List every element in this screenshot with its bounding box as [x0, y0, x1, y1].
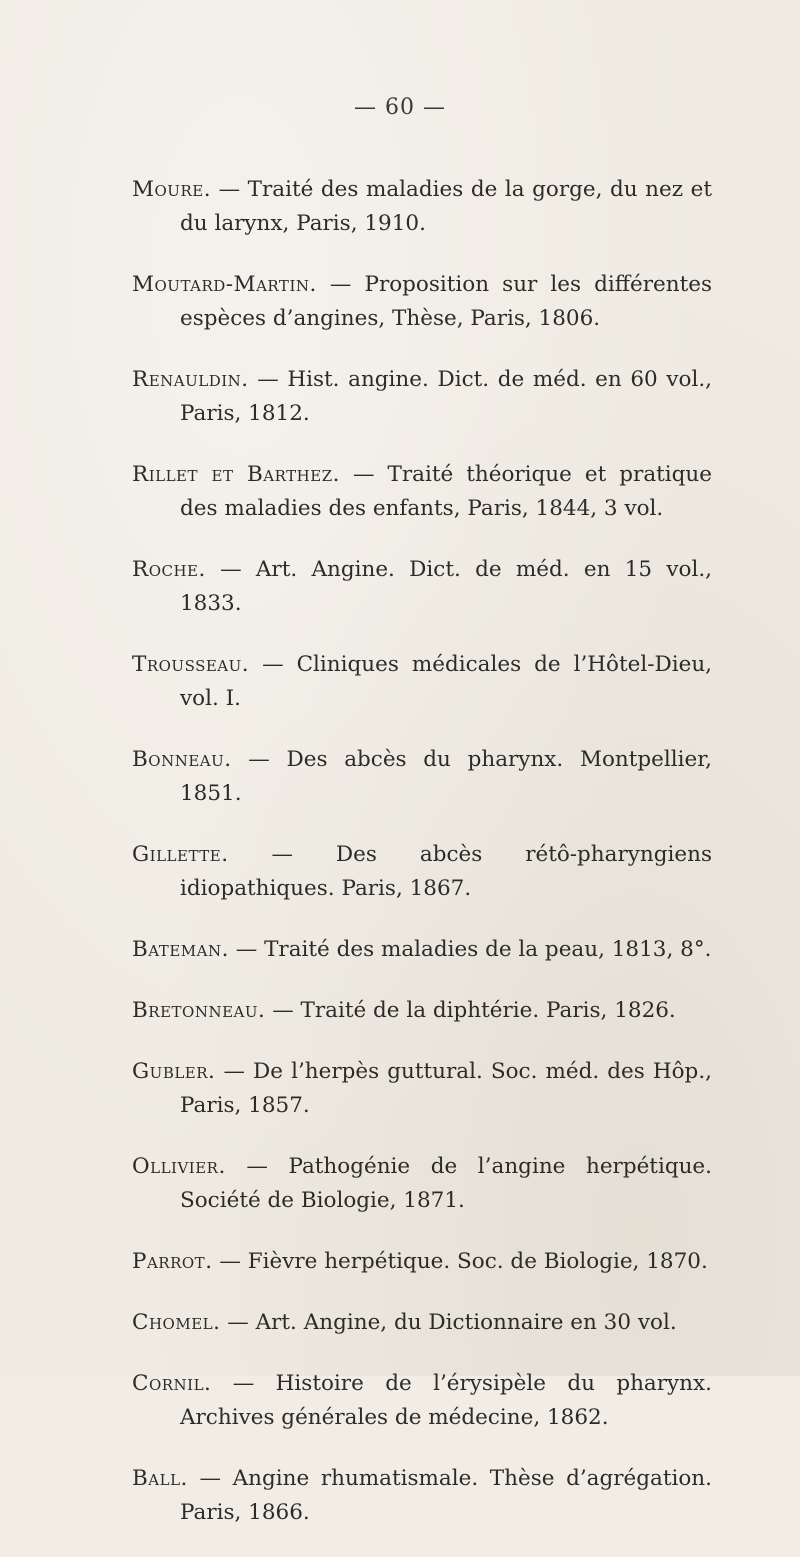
- bibliography-entry: [132, 838, 712, 906]
- entry-text: — Art. Angine. Dict. de méd. en 15 vol., 1833.: [180, 557, 712, 616]
- entry-author: Moutard-Martin.: [132, 272, 317, 297]
- bibliography-entry: [132, 1150, 712, 1218]
- entry-author: Ollivier.: [132, 1154, 226, 1179]
- entry-text: — Traité des maladies de la gorge, du nez et du larynx, Paris, 1910.: [180, 177, 712, 236]
- entry-author: Parrot.: [132, 1249, 213, 1274]
- bibliography-entry: [132, 268, 712, 336]
- bibliography-entry: [132, 994, 712, 1028]
- bibliography-entry: [132, 553, 712, 621]
- entry-text: — Traité théorique et pratique des maladies des enfants, Paris, 1844, 3 vol.: [180, 462, 713, 521]
- entry-text: — Des abcès rétô-pharyngiens idiopathiques. Paris, 1867.: [180, 842, 712, 901]
- entry-author: Gubler.: [132, 1059, 216, 1084]
- entry-text: — Hist. angine. Dict. de méd. en 60 vol., Paris, 1812.: [180, 367, 712, 426]
- entry-author: Cornil.: [132, 1371, 212, 1396]
- bibliography-entry: [132, 1462, 712, 1530]
- bibliography-entry: [132, 1367, 712, 1435]
- entry-author: Moure.: [132, 177, 212, 202]
- entry-author: Bretonneau.: [132, 998, 266, 1023]
- bibliography-entry: [132, 458, 712, 526]
- entry-text: — Traité des maladies de la peau, 1813, 8°.: [228, 937, 712, 962]
- bibliography-entry: [132, 173, 712, 241]
- bibliography-entry: [132, 933, 712, 967]
- entry-author: Trousseau.: [132, 652, 250, 677]
- entry-text: — Cliniques médicales de l’Hôtel-Dieu, vol. I.: [180, 652, 712, 711]
- entry-author: Bateman.: [132, 937, 229, 962]
- bibliography-entry: [132, 1055, 712, 1123]
- bibliography-entry: [132, 648, 712, 716]
- entry-author: Renauldin.: [132, 367, 249, 392]
- entry-author: Bonneau.: [132, 747, 232, 772]
- entry-author: Ball.: [132, 1466, 188, 1491]
- bibliography-entry: [132, 363, 712, 431]
- entry-text: — Pathogénie de l’angine herpétique. Société de Biologie, 1871.: [180, 1154, 712, 1213]
- entry-author: Chomel.: [132, 1310, 221, 1335]
- bibliography-list: [132, 173, 712, 1557]
- entry-text: — Proposition sur les différentes espèces d’angines, Thèse, Paris, 1806.: [180, 272, 712, 331]
- entry-text: — Art. Angine, du Dictionnaire en 30 vol.: [220, 1310, 677, 1335]
- entry-text: — Angine rhumatismale. Thèse d’agrégation. Paris, 1866.: [180, 1466, 712, 1525]
- entry-author: Rillet et Barthez.: [132, 462, 340, 487]
- entry-text: — De l’herpès guttural. Soc. méd. des Hôp., Paris, 1857.: [180, 1059, 712, 1118]
- entry-author: Roche.: [132, 557, 206, 582]
- entry-text: — Traité de la diphtérie. Paris, 1826.: [265, 998, 676, 1023]
- entry-author: Gillette.: [132, 842, 229, 867]
- entry-text: — Fièvre herpétique. Soc. de Biologie, 1870.: [212, 1249, 708, 1274]
- entry-text: — Des abcès du pharynx. Montpellier, 1851.: [180, 747, 712, 806]
- entry-text: — Histoire de l’érysipèle du pharynx. Archives générales de médecine, 1862.: [180, 1371, 712, 1430]
- page-number: — 60 —: [354, 95, 446, 120]
- bibliography-entry: [132, 743, 712, 811]
- bibliography-entry: [132, 1245, 712, 1279]
- bibliography-entry: [132, 1306, 712, 1340]
